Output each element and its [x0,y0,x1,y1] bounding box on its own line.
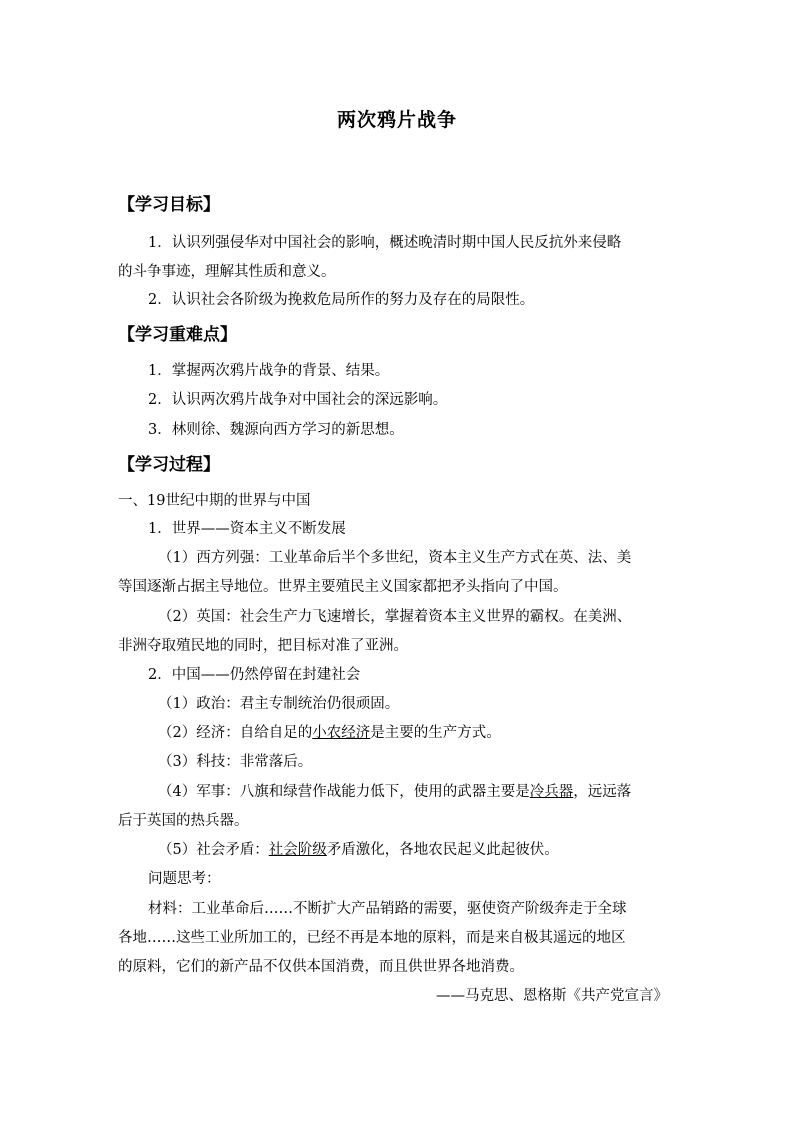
china-line-3: （3）科技：非常落后。 [158,754,313,770]
world-line-1b: 等国逐渐占据主导地位。世界主要殖民主义国家都把矛头指向了中国。 [118,579,568,595]
term-small-peasant-economy: 小农经济 [312,725,371,741]
world-title: 1．世界——资本主义不断发展 [148,521,346,537]
china-line-2: （2）经济：自给自足的小农经济是主要的生产方式。 [158,725,501,741]
material-line-2: 各地……这些工业所加工的，已经不再是本地的原料，而是来自极其遥远的地区 [118,930,626,946]
page-title: 两次鸦片战争 [336,109,457,131]
part1-heading: 一、19世纪中期的世界与中国 [118,493,311,509]
china-line-5: （5）社会矛盾：社会阶级矛盾激化，各地农民起义此起彼伏。 [158,842,559,858]
world-line-2a: （2）英国：社会生产力飞速增长，掌握着资本主义世界的霸权。在美洲、 [158,609,632,625]
keys-heading: 【学习重难点】 [118,325,237,345]
key-line-3: 3．林则徐、魏源向西方学习的新思想。 [148,422,404,438]
material-line-3: 的原料，它们的新产品不仅供本国消费，而且供世界各地消费。 [118,959,524,975]
key-line-1: 1．掌握两次鸦片战争的背景、结果。 [148,363,390,379]
goal-line-2: 的斗争事迹，理解其性质和意义。 [118,264,336,280]
material-line-1: 材料：工业革命后……不断扩大产品销路的需要，驱使资产阶级奔走于全球 [148,901,627,917]
china-line-1: （1）政治：君主专制统治仍很顽固。 [158,696,400,712]
china-line-4b: 后于英国的热兵器。 [118,813,249,829]
term-cold-weapons: 冷兵器 [529,784,574,800]
process-heading: 【学习过程】 [118,455,220,475]
world-line-1a: （1）西方列强：工业革命后半个多世纪，资本主义生产方式在英、法、美 [158,550,632,566]
term-social-class: 社会阶级 [268,842,327,858]
key-line-2: 2．认识两次鸦片战争对中国社会的深远影响。 [148,392,448,408]
material-source: ——马克思、恩格斯《共产党宣言》 [436,988,668,1004]
china-line-4a: （4）军事：八旗和绿营作战能力低下，使用的武器主要是冷兵器，远远落 [158,784,632,800]
question-label: 问题思考： [148,871,221,887]
china-title: 2．中国——仍然停留在封建社会 [148,667,361,683]
goals-heading: 【学习目标】 [118,195,220,215]
goal-line-1: 1．认识列强侵华对中国社会的影响，概述晚清时期中国人民反抗外来侵略 [148,235,622,251]
goal-line-3: 2．认识社会各阶级为挽救危局所作的努力及存在的局限性。 [148,292,535,308]
world-line-2b: 非洲夺取殖民地的同时，把目标对准了亚洲。 [118,638,408,654]
